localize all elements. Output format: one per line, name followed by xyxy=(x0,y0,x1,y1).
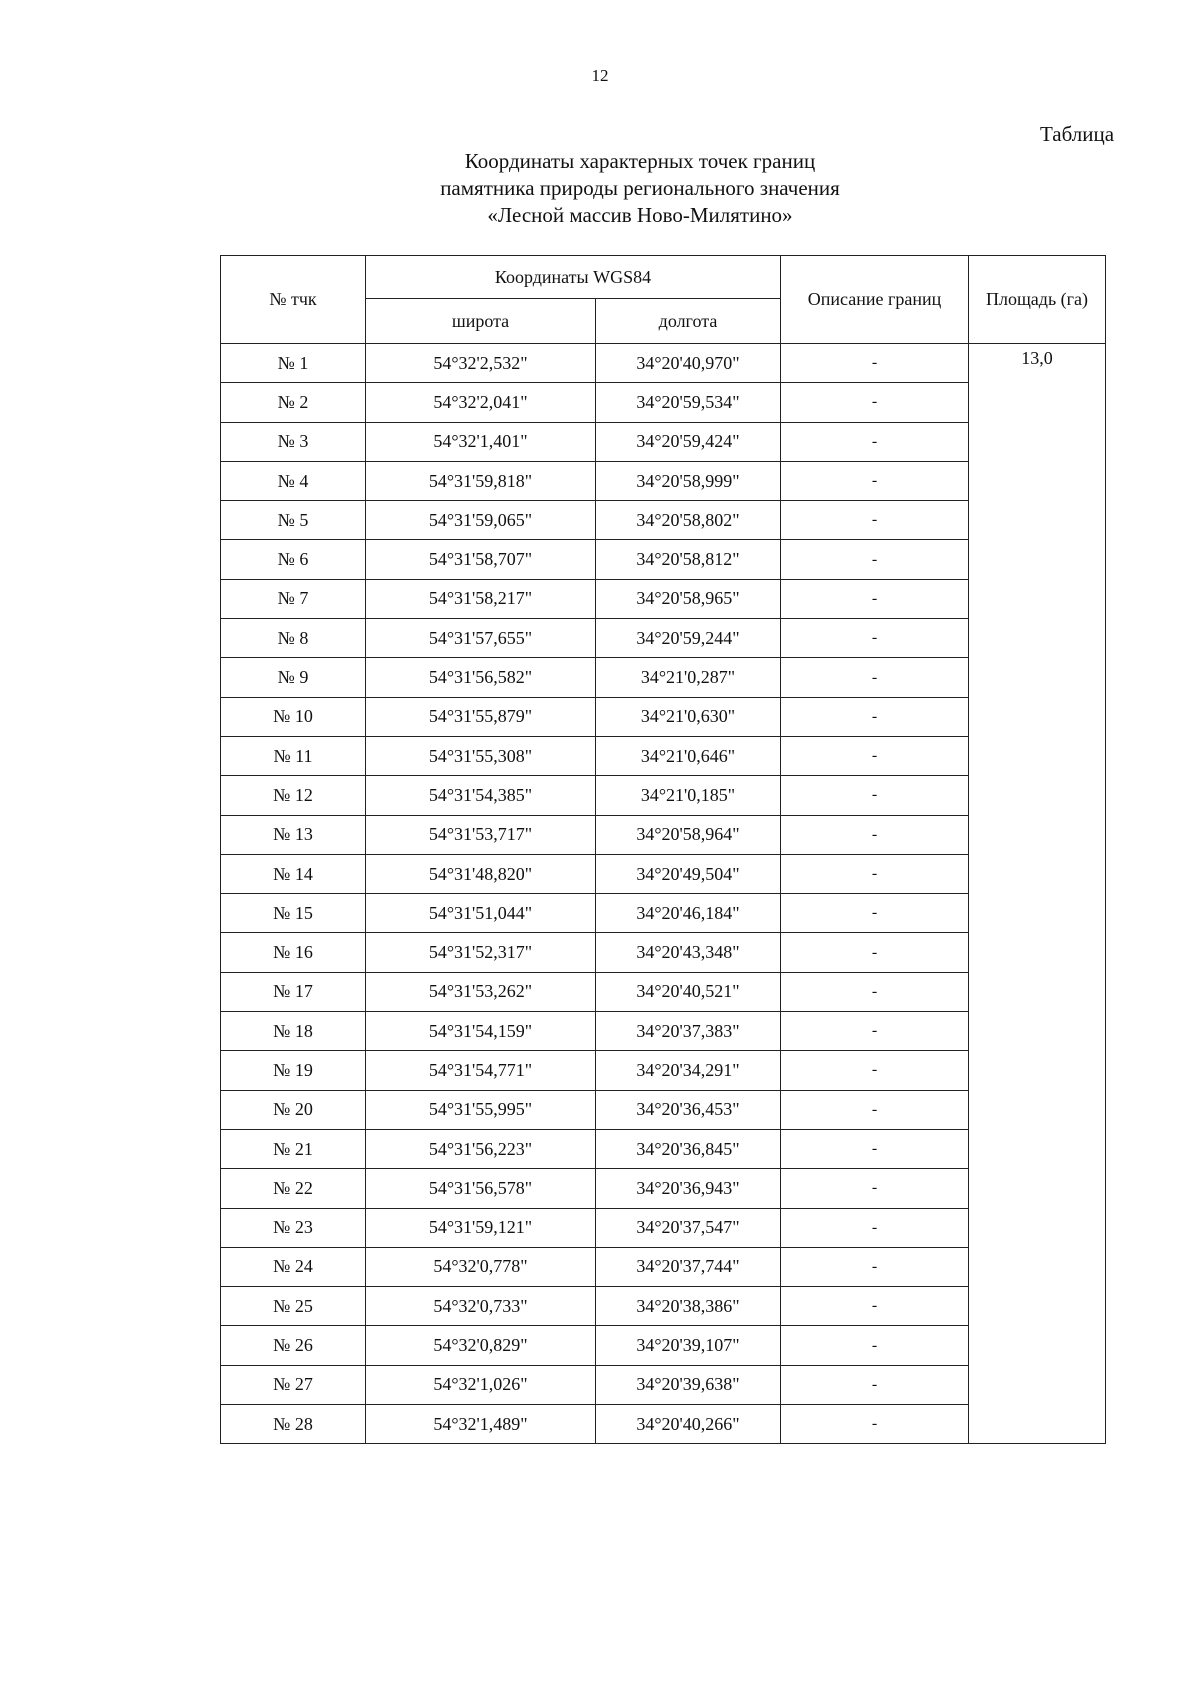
description-cell: - xyxy=(781,540,969,579)
latitude-cell: 54°31'55,308" xyxy=(366,736,596,775)
point-number-cell: № 16 xyxy=(221,933,366,972)
description-cell: - xyxy=(781,1051,969,1090)
latitude-cell: 54°31'54,159" xyxy=(366,1012,596,1051)
longitude-cell: 34°21'0,185" xyxy=(596,776,781,815)
longitude-cell: 34°20'39,638" xyxy=(596,1365,781,1404)
point-number-cell: № 6 xyxy=(221,540,366,579)
latitude-cell: 54°32'1,026" xyxy=(366,1365,596,1404)
description-cell: - xyxy=(781,1208,969,1247)
point-number-cell: № 22 xyxy=(221,1169,366,1208)
latitude-cell: 54°31'54,771" xyxy=(366,1051,596,1090)
point-number-cell: № 15 xyxy=(221,894,366,933)
description-cell: - xyxy=(781,933,969,972)
header-description xyxy=(781,256,969,344)
longitude-cell: 34°20'36,943" xyxy=(596,1169,781,1208)
point-number-cell: № 17 xyxy=(221,972,366,1011)
latitude-cell: 54°31'56,578" xyxy=(366,1169,596,1208)
latitude-cell: 54°31'55,995" xyxy=(366,1090,596,1129)
description-cell: - xyxy=(781,658,969,697)
latitude-cell: 54°32'0,829" xyxy=(366,1326,596,1365)
description-cell: - xyxy=(781,422,969,461)
header-point-no: № тчк xyxy=(221,256,366,344)
latitude-cell: 54°31'53,717" xyxy=(366,815,596,854)
description-cell: - xyxy=(781,854,969,893)
latitude-cell: 54°31'56,582" xyxy=(366,658,596,697)
title-line-1: Координаты характерных точек границ xyxy=(464,149,816,173)
description-cell: - xyxy=(781,815,969,854)
longitude-cell: 34°20'37,744" xyxy=(596,1247,781,1286)
longitude-cell: 34°21'0,630" xyxy=(596,697,781,736)
latitude-cell: 54°31'56,223" xyxy=(366,1129,596,1168)
longitude-cell: 34°21'0,646" xyxy=(596,736,781,775)
longitude-cell: 34°20'46,184" xyxy=(596,894,781,933)
point-number-cell: № 14 xyxy=(221,854,366,893)
latitude-cell: 54°32'1,401" xyxy=(366,422,596,461)
point-number-cell: № 24 xyxy=(221,1247,366,1286)
longitude-cell: 34°20'39,107" xyxy=(596,1326,781,1365)
longitude-cell: 34°20'49,504" xyxy=(596,854,781,893)
longitude-cell: 34°20'38,386" xyxy=(596,1287,781,1326)
latitude-cell: 54°31'58,707" xyxy=(366,540,596,579)
area-value-cell: 13,0 xyxy=(969,344,1106,1444)
longitude-cell: 34°20'58,999" xyxy=(596,461,781,500)
longitude-cell: 34°20'40,521" xyxy=(596,972,781,1011)
point-number-cell: № 19 xyxy=(221,1051,366,1090)
point-number-cell: № 2 xyxy=(221,383,366,422)
description-cell: - xyxy=(781,1405,969,1444)
latitude-cell: 54°31'59,065" xyxy=(366,501,596,540)
header-description-label: Описание границ xyxy=(807,289,942,309)
point-number-cell: № 13 xyxy=(221,815,366,854)
description-cell: - xyxy=(781,894,969,933)
point-number-cell: № 25 xyxy=(221,1287,366,1326)
latitude-cell: 54°32'0,778" xyxy=(366,1247,596,1286)
latitude-cell: 54°31'59,121" xyxy=(366,1208,596,1247)
description-cell: - xyxy=(781,344,969,383)
latitude-cell: 54°32'2,532" xyxy=(366,344,596,383)
longitude-cell: 34°20'37,383" xyxy=(596,1012,781,1051)
table-body xyxy=(221,344,1106,1444)
description-cell: - xyxy=(781,1247,969,1286)
description-cell: - xyxy=(781,1365,969,1404)
description-cell: - xyxy=(781,697,969,736)
longitude-cell: 34°20'58,965" xyxy=(596,579,781,618)
latitude-cell: 54°31'55,879" xyxy=(366,697,596,736)
point-number-cell: № 7 xyxy=(221,579,366,618)
latitude-cell: 54°31'51,044" xyxy=(366,894,596,933)
longitude-cell: 34°20'43,348" xyxy=(596,933,781,972)
latitude-cell: 54°31'52,317" xyxy=(366,933,596,972)
page-number: 12 xyxy=(591,66,609,85)
point-number-cell: № 5 xyxy=(221,501,366,540)
point-number-cell: № 12 xyxy=(221,776,366,815)
coordinates-table xyxy=(220,255,1106,1444)
point-number-cell: № 1 xyxy=(221,344,366,383)
latitude-cell: 54°31'59,818" xyxy=(366,461,596,500)
description-cell: - xyxy=(781,776,969,815)
header-longitude: долгота xyxy=(596,299,781,344)
point-number-cell: № 21 xyxy=(221,1129,366,1168)
longitude-cell: 34°20'58,802" xyxy=(596,501,781,540)
description-cell: - xyxy=(781,1090,969,1129)
header-area-label: Площадь (га) xyxy=(985,289,1089,309)
longitude-cell: 34°20'40,970" xyxy=(596,344,781,383)
latitude-cell: 54°31'54,385" xyxy=(366,776,596,815)
description-cell: - xyxy=(781,1169,969,1208)
point-number-cell: № 10 xyxy=(221,697,366,736)
longitude-cell: 34°20'40,266" xyxy=(596,1405,781,1444)
latitude-cell: 54°31'57,655" xyxy=(366,619,596,658)
description-cell: - xyxy=(781,736,969,775)
description-cell: - xyxy=(781,1129,969,1168)
longitude-cell: 34°20'58,964" xyxy=(596,815,781,854)
description-cell: - xyxy=(781,461,969,500)
latitude-cell: 54°32'2,041" xyxy=(366,383,596,422)
latitude-cell: 54°32'1,489" xyxy=(366,1405,596,1444)
table-row xyxy=(221,344,1106,383)
latitude-cell: 54°31'53,262" xyxy=(366,972,596,1011)
header-coords-group: Координаты WGS84 xyxy=(366,256,781,299)
table-label: Таблица xyxy=(1040,122,1115,146)
latitude-cell: 54°32'0,733" xyxy=(366,1287,596,1326)
longitude-cell: 34°20'36,845" xyxy=(596,1129,781,1168)
header-latitude: широта xyxy=(366,299,596,344)
point-number-cell: № 8 xyxy=(221,619,366,658)
description-cell: - xyxy=(781,383,969,422)
longitude-cell: 34°20'59,534" xyxy=(596,383,781,422)
point-number-cell: № 26 xyxy=(221,1326,366,1365)
description-cell: - xyxy=(781,579,969,618)
description-cell: - xyxy=(781,619,969,658)
description-cell: - xyxy=(781,972,969,1011)
description-cell: - xyxy=(781,501,969,540)
description-cell: - xyxy=(781,1012,969,1051)
header-area xyxy=(969,256,1106,344)
longitude-cell: 34°20'37,547" xyxy=(596,1208,781,1247)
document-title xyxy=(300,148,980,229)
point-number-cell: № 28 xyxy=(221,1405,366,1444)
title-line-3: «Лесной массив Ново-Милятино» xyxy=(487,203,793,227)
point-number-cell: № 20 xyxy=(221,1090,366,1129)
longitude-cell: 34°20'59,424" xyxy=(596,422,781,461)
description-cell: - xyxy=(781,1287,969,1326)
point-number-cell: № 3 xyxy=(221,422,366,461)
title-line-2: памятника природы регионального значения xyxy=(440,176,840,200)
point-number-cell: № 9 xyxy=(221,658,366,697)
latitude-cell: 54°31'58,217" xyxy=(366,579,596,618)
longitude-cell: 34°20'36,453" xyxy=(596,1090,781,1129)
description-cell: - xyxy=(781,1326,969,1365)
point-number-cell: № 18 xyxy=(221,1012,366,1051)
longitude-cell: 34°20'34,291" xyxy=(596,1051,781,1090)
latitude-cell: 54°31'48,820" xyxy=(366,854,596,893)
point-number-cell: № 27 xyxy=(221,1365,366,1404)
point-number-cell: № 11 xyxy=(221,736,366,775)
longitude-cell: 34°21'0,287" xyxy=(596,658,781,697)
longitude-cell: 34°20'59,244" xyxy=(596,619,781,658)
point-number-cell: № 4 xyxy=(221,461,366,500)
point-number-cell: № 23 xyxy=(221,1208,366,1247)
longitude-cell: 34°20'58,812" xyxy=(596,540,781,579)
